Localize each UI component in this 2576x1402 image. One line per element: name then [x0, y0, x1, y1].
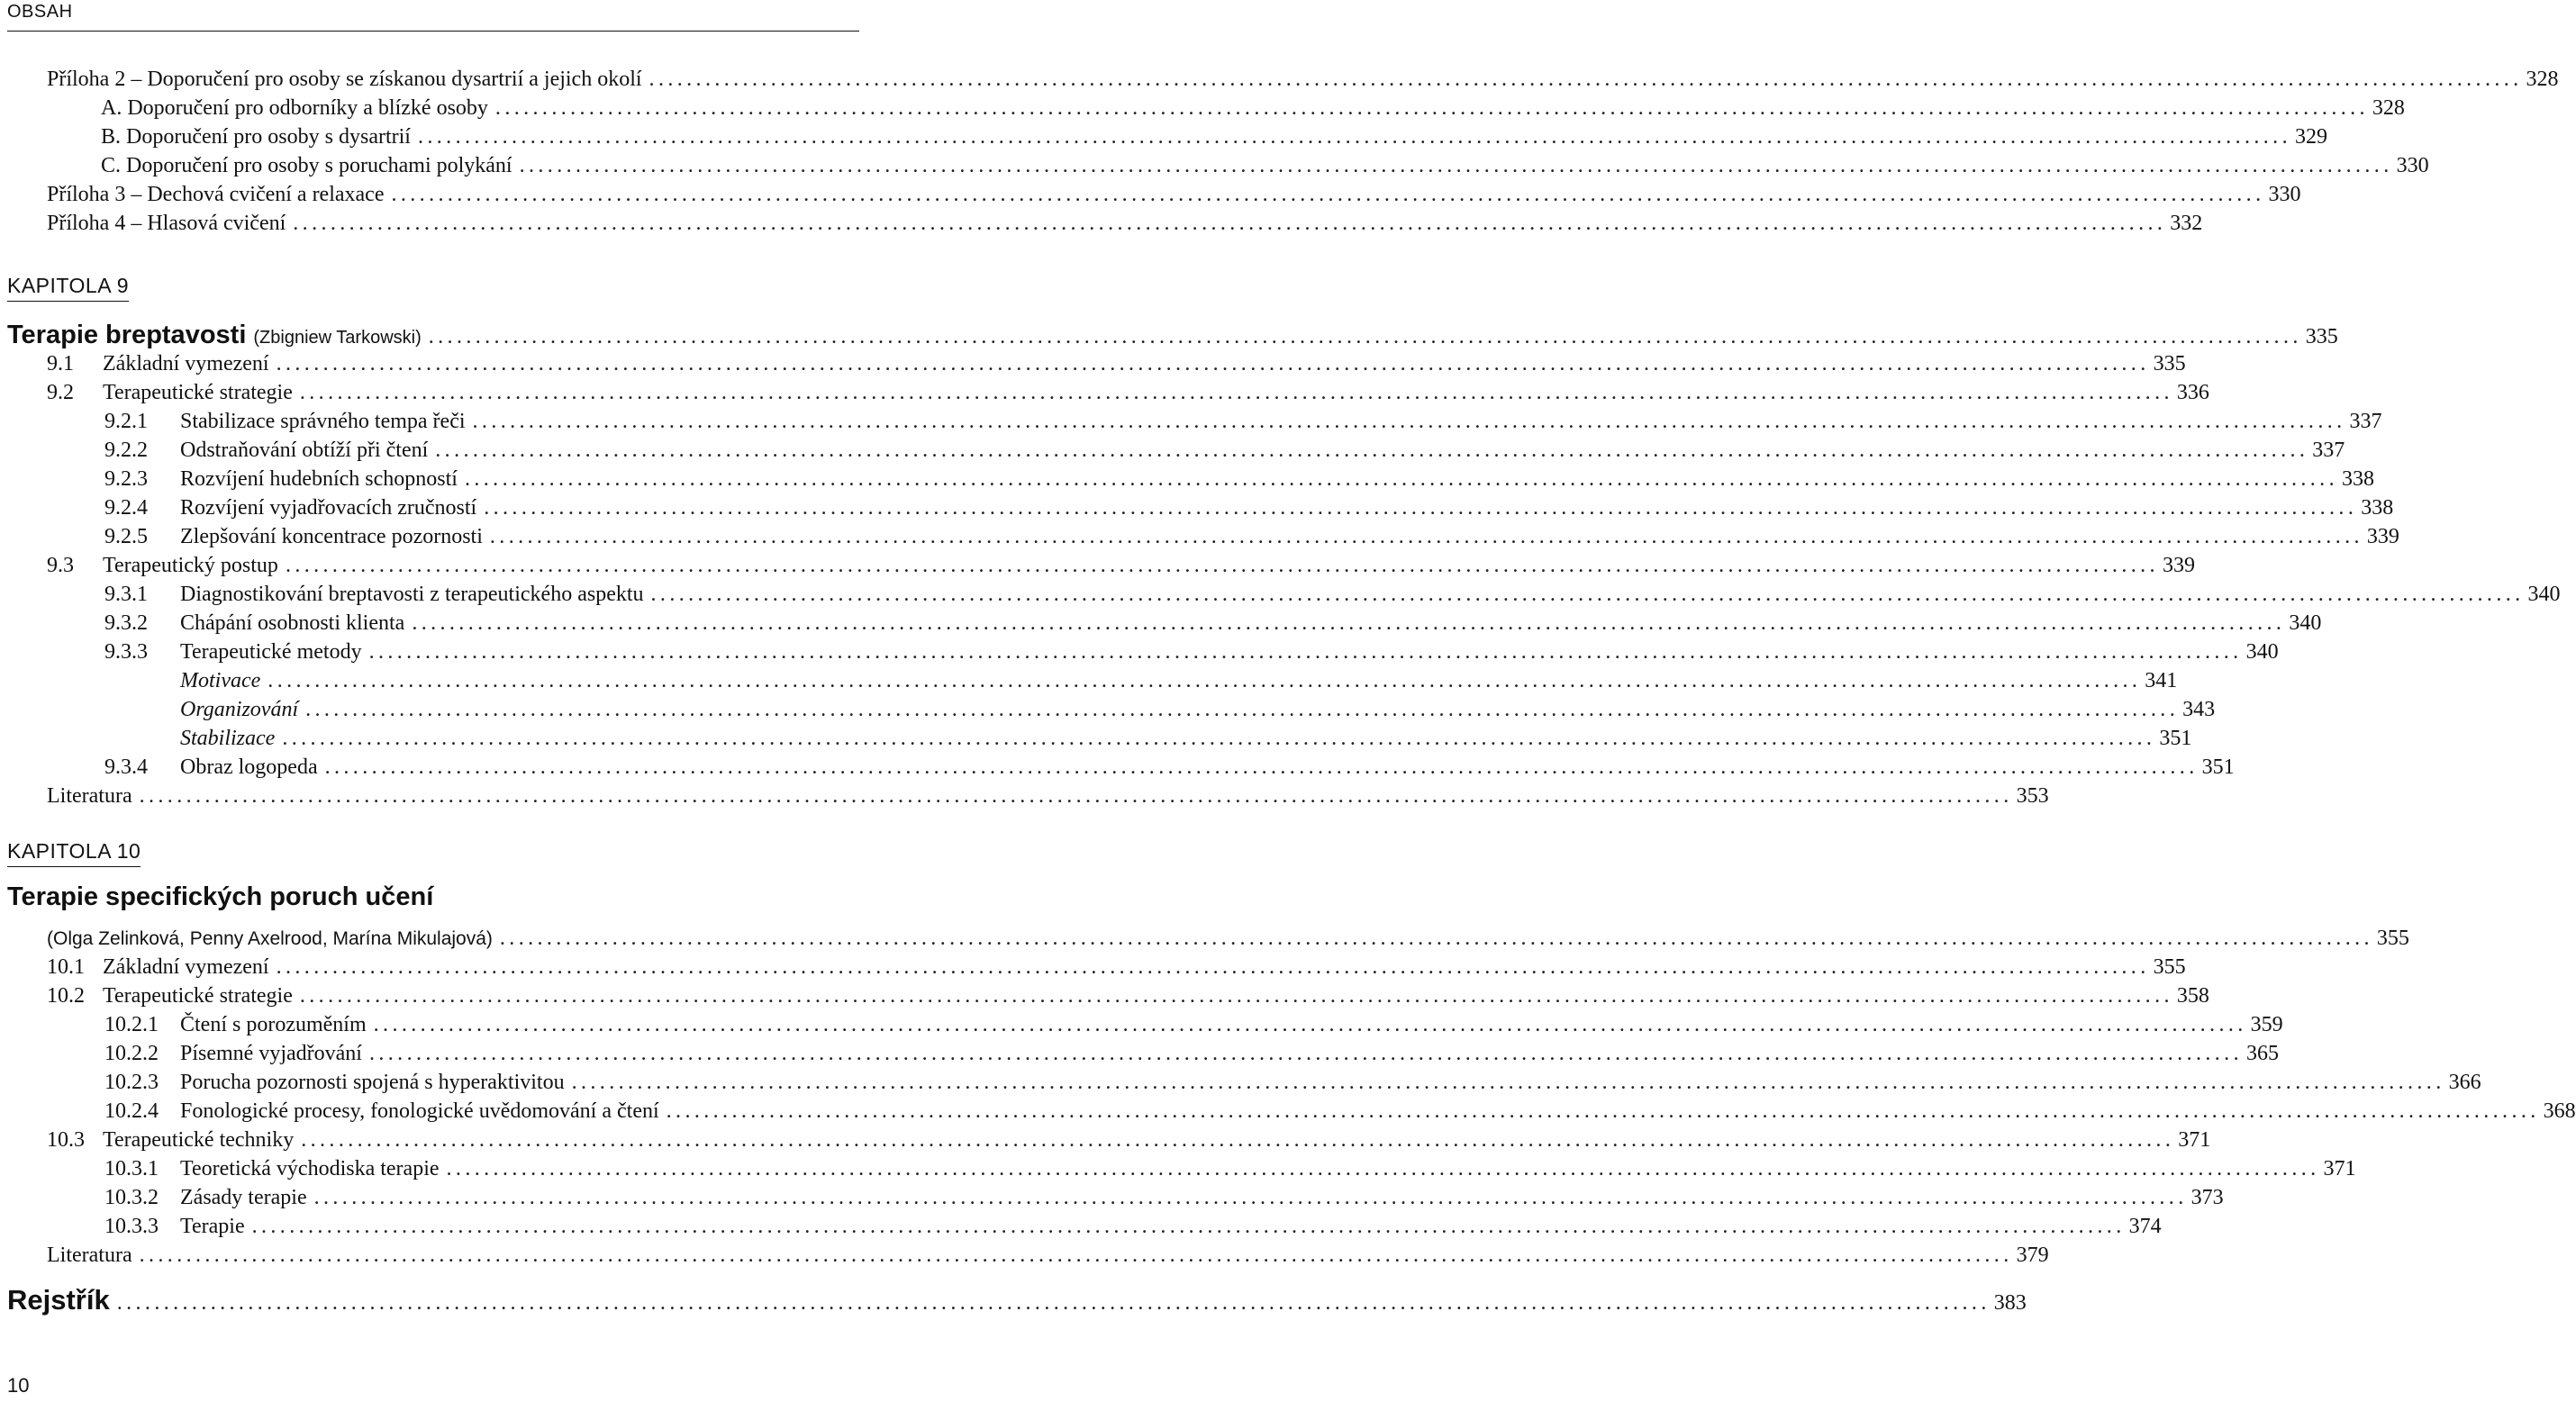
- dot-leader: ........................................................................................................................................................................................................: [139, 784, 2013, 808]
- dot-leader: ........................................................................................................................................................................................................: [499, 927, 2373, 950]
- entry-number: 9.2.5: [104, 525, 148, 548]
- entry-number: 9.1: [47, 352, 74, 375]
- entry-number: 10.3.3: [104, 1215, 159, 1238]
- toc-entry[interactable]: [47, 782, 2049, 810]
- toc-entry[interactable]: [104, 1039, 2279, 1068]
- toc-entry[interactable]: [180, 695, 2216, 724]
- entry-page: 340: [2245, 640, 2279, 664]
- entry-page: 371: [2323, 1157, 2356, 1180]
- entry-page: 332: [2170, 212, 2203, 235]
- dot-leader: ........................................................................................................................................................................................................: [324, 755, 2199, 779]
- entry-page: 358: [2176, 984, 2209, 1008]
- entry-title: A. Doporučení pro odborníky a blízké osoby: [101, 96, 488, 120]
- dot-leader: ........................................................................................................................................................................................................: [373, 1013, 2247, 1036]
- chapter-title[interactable]: Terapie specifických poruch učení: [7, 882, 434, 911]
- chapter-label: KAPITOLA 9: [7, 274, 129, 302]
- dot-leader: ........................................................................................................................................................................................................: [251, 1215, 2126, 1238]
- toc-entry[interactable]: [104, 1154, 2356, 1183]
- entry-page: 340: [2289, 611, 2322, 635]
- entry-page: 365: [2245, 1042, 2279, 1065]
- entry-title: Zásady terapie: [180, 1186, 307, 1209]
- dot-leader: ........................................................................................................................................................................................................: [282, 727, 2156, 750]
- toc-entry[interactable]: [101, 122, 2327, 151]
- toc-entry[interactable]: [47, 1241, 2049, 1270]
- toc-entry[interactable]: [104, 493, 2394, 522]
- entry-number: 10.2.4: [104, 1099, 159, 1123]
- entry-page: 335: [2153, 352, 2186, 375]
- dot-leader: ........................................................................................................................................................................................................: [368, 640, 2243, 664]
- toc-entry[interactable]: [104, 638, 2279, 666]
- entry-title: Motivace: [180, 669, 261, 692]
- entry-title: Fonologické procesy, fonologické uvědomování a čtení: [180, 1099, 659, 1123]
- toc-entry[interactable]: [47, 349, 2186, 378]
- dot-leader: ........................................................................................................................................................................................................: [299, 381, 2173, 404]
- toc-entry[interactable]: [47, 551, 2195, 580]
- chapter-authors: (Zbigniew Tarkowski): [253, 328, 422, 348]
- toc-entry[interactable]: [101, 151, 2429, 180]
- toc-entry[interactable]: [47, 209, 2203, 238]
- entry-title: Základní vymezení: [103, 352, 269, 375]
- entry-title: Terapeutické metody: [180, 640, 362, 664]
- entry-page: 355: [2153, 955, 2186, 979]
- entry-page: 371: [2178, 1128, 2211, 1152]
- dot-leader: ........................................................................................................................................................................................................: [299, 984, 2173, 1008]
- toc-entry[interactable]: [104, 609, 2322, 638]
- entry-page: 338: [2341, 467, 2374, 491]
- entry-number: 9.2.1: [104, 410, 148, 433]
- entry-number: 10.2.3: [104, 1071, 159, 1094]
- toc-entry[interactable]: [104, 1010, 2283, 1039]
- entry-title: Čtení s porozuměním: [180, 1013, 367, 1036]
- entry-number: 9.2: [47, 381, 74, 404]
- entry-number: 9.2.2: [104, 439, 148, 462]
- dot-leader: ........................................................................................................................................................................................................: [293, 212, 2167, 235]
- dot-leader: ........................................................................................................................................................................................................: [391, 183, 2265, 206]
- entry-title: Příloha 3 – Dechová cvičení a relaxace: [47, 183, 385, 206]
- entry-number: 10.3.2: [104, 1186, 159, 1209]
- entry-number: 10.2.1: [104, 1013, 159, 1036]
- entry-page: 355: [2376, 927, 2409, 950]
- dot-leader: ........................................................................................................................................................................................................: [268, 669, 2142, 692]
- dot-leader: ........................................................................................................................................................................................................: [472, 410, 2346, 433]
- dot-leader: ........................................................................................................................................................................................................: [666, 1099, 2540, 1123]
- entry-title: Porucha pozornosti spojená s hyperaktivitou: [180, 1071, 565, 1094]
- entry-number: 10.3: [47, 1128, 85, 1152]
- header-rule: [7, 31, 859, 32]
- chapter-authors: (Olga Zelinková, Penny Axelrood, Marína Mikulajová): [47, 928, 493, 949]
- dot-leader: ........................................................................................................................................................................................................: [489, 525, 2363, 548]
- toc-entry[interactable]: [47, 180, 2301, 209]
- entry-page: 338: [2361, 496, 2394, 520]
- entry-page: 383: [1993, 1291, 2027, 1315]
- dot-leader: ........................................................................................................................................................................................................: [446, 1157, 2320, 1180]
- entry-title: Odstraňování obtíží při čtení: [180, 439, 429, 462]
- entry-page: 374: [2128, 1215, 2162, 1238]
- entry-number: 9.3.2: [104, 611, 148, 635]
- entry-title: Obraz logopeda: [180, 755, 318, 779]
- entry-number: 9.3.3: [104, 640, 148, 664]
- entry-title: Terapeutické strategie: [103, 984, 293, 1008]
- dot-leader: ........................................................................................................................................................................................................: [285, 554, 2159, 577]
- entry-title: Stabilizace: [180, 727, 276, 750]
- dot-leader: ........................................................................................................................................................................................................: [368, 1042, 2243, 1065]
- entry-title: C. Doporučení pro osoby s poruchami polykání: [101, 154, 512, 177]
- entry-page: 368: [2543, 1099, 2576, 1123]
- entry-number: 9.3.1: [104, 583, 148, 606]
- entry-page: 335: [2305, 325, 2338, 348]
- dot-leader: ........................................................................................................................................................................................................: [464, 467, 2338, 491]
- toc-entry[interactable]: [47, 924, 2409, 953]
- toc-entry[interactable]: [47, 981, 2209, 1010]
- entry-page: 341: [2145, 669, 2178, 692]
- page-number: 10: [7, 1374, 30, 1397]
- toc-entry[interactable]: [104, 580, 2561, 609]
- chapter-title: Terapie breptavosti: [7, 321, 247, 349]
- entry-number: 9.3.4: [104, 755, 148, 779]
- entry-page: 351: [2201, 755, 2235, 779]
- entry-title: Terapeutický postup: [103, 554, 278, 577]
- entry-title: Terapeutické techniky: [103, 1128, 295, 1152]
- entry-title: Příloha 4 – Hlasová cvičení: [47, 212, 286, 235]
- entry-number: 10.3.1: [104, 1157, 159, 1180]
- entry-number: 10.2.2: [104, 1042, 159, 1065]
- entry-page: 343: [2182, 698, 2216, 721]
- dot-leader: ........................................................................................................................................................................................................: [313, 1186, 2188, 1209]
- toc-entry[interactable]: [104, 1068, 2481, 1097]
- entry-page: 339: [2366, 525, 2399, 548]
- entry-page: 366: [2448, 1071, 2481, 1094]
- entry-number: 9.2.4: [104, 496, 148, 520]
- dot-leader: ........................................................................................................................................................................................................: [276, 955, 2150, 979]
- dot-leader: ........................................................................................................................................................................................................: [519, 154, 2393, 177]
- entry-title: Rozvíjení hudebních schopností: [180, 467, 458, 491]
- entry-page: 329: [2294, 125, 2327, 149]
- entry-page: 339: [2162, 554, 2195, 577]
- toc-entry[interactable]: [104, 753, 2235, 782]
- entry-page: 337: [2349, 410, 2382, 433]
- entry-number: 9.2.3: [104, 467, 148, 491]
- dot-leader: ........................................................................................................................................................................................................: [139, 1244, 2013, 1267]
- entry-title: Literatura: [47, 784, 132, 808]
- entry-number: 10.2: [47, 984, 85, 1008]
- dot-leader: ........................................................................................................................................................................................................: [435, 439, 2309, 462]
- chapter-label: KAPITOLA 10: [7, 839, 141, 867]
- dot-leader: ........................................................................................................................................................................................................: [301, 1128, 2175, 1152]
- entry-title: Chápání osobnosti klienta: [180, 611, 405, 635]
- entry-title: Příloha 2 – Doporučení pro osoby se získanou dysartrií a jejich okolí: [47, 68, 642, 91]
- toc-entry[interactable]: [47, 378, 2209, 407]
- toc-entry[interactable]: [104, 1212, 2162, 1241]
- toc-entry[interactable]: [104, 1183, 2224, 1212]
- entry-page: 379: [2016, 1244, 2049, 1267]
- entry-title: Teoretická východiska terapie: [180, 1157, 440, 1180]
- toc-entry[interactable]: [104, 465, 2374, 493]
- entry-page: 328: [2526, 68, 2559, 91]
- entry-title: Terapie: [180, 1215, 245, 1238]
- toc-entry[interactable]: [180, 724, 2192, 753]
- toc-entry[interactable]: [104, 522, 2399, 551]
- dot-leader: ........................................................................................................................................................................................................: [484, 496, 2358, 520]
- entry-title: Terapeutické strategie: [103, 381, 293, 404]
- entry-title: Organizování: [180, 698, 299, 721]
- entry-title: Stabilizace správného tempa řeči: [180, 410, 466, 433]
- dot-leader: ........................................................................................................................................................................................................: [412, 611, 2286, 635]
- dot-leader: ........................................................................................................................................................................................................: [649, 68, 2523, 91]
- entry-page: 351: [2159, 727, 2192, 750]
- toc-entry[interactable]: [104, 436, 2345, 465]
- entry-page: 328: [2372, 96, 2405, 120]
- entry-title: Literatura: [47, 1244, 132, 1267]
- dot-leader: ........................................................................................................................................................................................................: [417, 125, 2291, 149]
- entry-page: 340: [2527, 583, 2561, 606]
- entry-title: Rozvíjení vyjadřovacích zručností: [180, 496, 477, 520]
- dot-leader: ........................................................................................................................................................................................................: [650, 583, 2525, 606]
- dot-leader: ........................................................................................................................................................................................................: [116, 1291, 1991, 1315]
- entry-title: Zlepšování koncentrace pozornosti: [180, 525, 483, 548]
- entry-title: B. Doporučení pro osoby s dysartrií: [101, 125, 411, 149]
- dot-leader: ........................................................................................................................................................................................................: [571, 1071, 2445, 1094]
- entry-page: 337: [2312, 439, 2345, 462]
- entry-title: Diagnostikování breptavosti z terapeutického aspektu: [180, 583, 644, 606]
- entry-page: 373: [2191, 1186, 2224, 1209]
- index-title: Rejstřík: [7, 1284, 110, 1316]
- toc-entry[interactable]: [47, 65, 2559, 94]
- toc-entry[interactable]: [47, 953, 2186, 981]
- entry-number: 10.1: [47, 955, 85, 979]
- dot-leader: ........................................................................................................................................................................................................: [494, 96, 2369, 120]
- entry-page: 330: [2396, 154, 2429, 177]
- running-header: OBSAH: [7, 2, 73, 22]
- toc-entry[interactable]: [101, 94, 2405, 122]
- entry-page: 353: [2016, 784, 2049, 808]
- toc-entry[interactable]: [104, 407, 2382, 436]
- entry-title: Písemné vyjadřování: [180, 1042, 362, 1065]
- dot-leader: ........................................................................................................................................................................................................: [305, 698, 2180, 721]
- entry-number: 9.3: [47, 554, 74, 577]
- entry-title: Základní vymezení: [103, 955, 269, 979]
- toc-entry[interactable]: [104, 1097, 2576, 1126]
- entry-page: 330: [2268, 183, 2301, 206]
- toc-entry[interactable]: [47, 1126, 2211, 1154]
- dot-leader: ........................................................................................................................................................................................................: [428, 325, 2302, 348]
- dot-leader: ........................................................................................................................................................................................................: [276, 352, 2150, 375]
- chapter-title-entry[interactable]: [7, 319, 2338, 351]
- entry-page: 359: [2250, 1013, 2283, 1036]
- entry-page: 336: [2176, 381, 2209, 404]
- toc-entry[interactable]: [180, 666, 2178, 695]
- index-entry[interactable]: [7, 1282, 2027, 1318]
